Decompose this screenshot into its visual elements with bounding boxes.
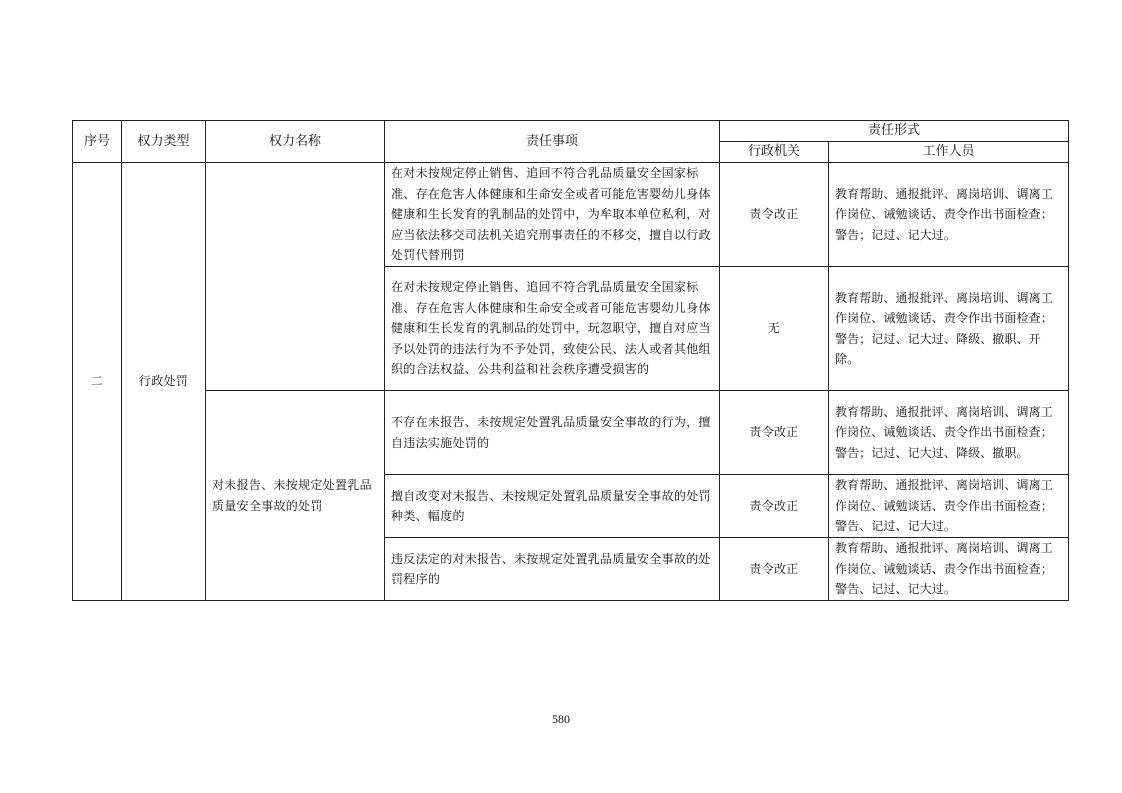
responsibility-item-cell: 在对未按规定停止销售、追回不符合乳品质量安全国家标准、存在危害人体健康和生命安全或者可能危害婴幼儿身体健康和生长发育的乳制品的处罚中，玩忽职守，擅自对应当予以处罚的违法行为不予处罚，致使公民、法人或者其他组织的合法权益、公共利益和社会秩序遭受损害的 xyxy=(385,267,720,391)
power-type-cell: 行政处罚 xyxy=(122,163,206,601)
header-responsibility-items: 责任事项 xyxy=(385,121,720,163)
page-number: 580 xyxy=(552,712,570,726)
admin-organ-cell: 责令改正 xyxy=(720,391,829,475)
header-admin-organ: 行政机关 xyxy=(720,142,829,163)
staff-cell: 教育帮助、通报批评、离岗培训、调离工作岗位、诫勉谈话、责令作出书面检查；警告；记过、记大过、降级、撤职。 xyxy=(829,391,1069,475)
responsibility-item-cell: 违反法定的对未报告、未按规定处置乳品质量安全事故的处罚程序的 xyxy=(385,538,720,601)
header-power-type: 权力类型 xyxy=(122,121,206,163)
header-power-name: 权力名称 xyxy=(206,121,385,163)
admin-organ-cell: 责令改正 xyxy=(720,538,829,601)
header-seq: 序号 xyxy=(73,121,122,163)
staff-cell: 教育帮助、通报批评、离岗培训、调离工作岗位、诫勉谈话、责令作出书面检查；警告、记过、记大过。 xyxy=(829,475,1069,538)
header-staff: 工作人员 xyxy=(829,142,1069,163)
power-name-cell-2: 对未报告、未按规定处置乳品质量安全事故的处罚 xyxy=(206,391,385,601)
header-row-1 xyxy=(73,121,1069,142)
seq-cell: 二 xyxy=(73,163,122,601)
staff-cell: 教育帮助、通报批评、离岗培训、调离工作岗位、诫勉谈话、责令作出书面检查；警告；记过、记大过。 xyxy=(829,163,1069,267)
responsibility-item-cell: 不存在未报告、未按规定处置乳品质量安全事故的行为，擅自违法实施处罚的 xyxy=(385,391,720,475)
responsibility-table xyxy=(72,120,1069,601)
responsibility-item-cell: 擅自改变对未报告、未按规定处置乳品质量安全事故的处罚种类、幅度的 xyxy=(385,475,720,538)
table-row xyxy=(73,163,1069,267)
responsibility-item-cell: 在对未按规定停止销售、追回不符合乳品质量安全国家标准、存在危害人体健康和生命安全或者可能危害婴幼儿身体健康和生长发育的乳制品的处罚中，为牟取本单位私利，对应当依法移交司法机关追究刑事责任的不移交，擅自以行政处罚代替刑罚 xyxy=(385,163,720,267)
staff-cell: 教育帮助、通报批评、离岗培训、调离工作岗位、诫勉谈话、责令作出书面检查；警告、记过、记大过。 xyxy=(829,538,1069,601)
admin-organ-cell: 责令改正 xyxy=(720,475,829,538)
power-name-cell-1 xyxy=(206,163,385,391)
admin-organ-cell: 责令改正 xyxy=(720,163,829,267)
header-responsibility-form: 责任形式 xyxy=(720,121,1069,142)
table-row xyxy=(73,391,1069,475)
staff-cell: 教育帮助、通报批评、离岗培训、调离工作岗位、诫勉谈话、责令作出书面检查；警告；记过、记大过、降级、撤职、开除。 xyxy=(829,267,1069,391)
admin-organ-cell: 无 xyxy=(720,267,829,391)
